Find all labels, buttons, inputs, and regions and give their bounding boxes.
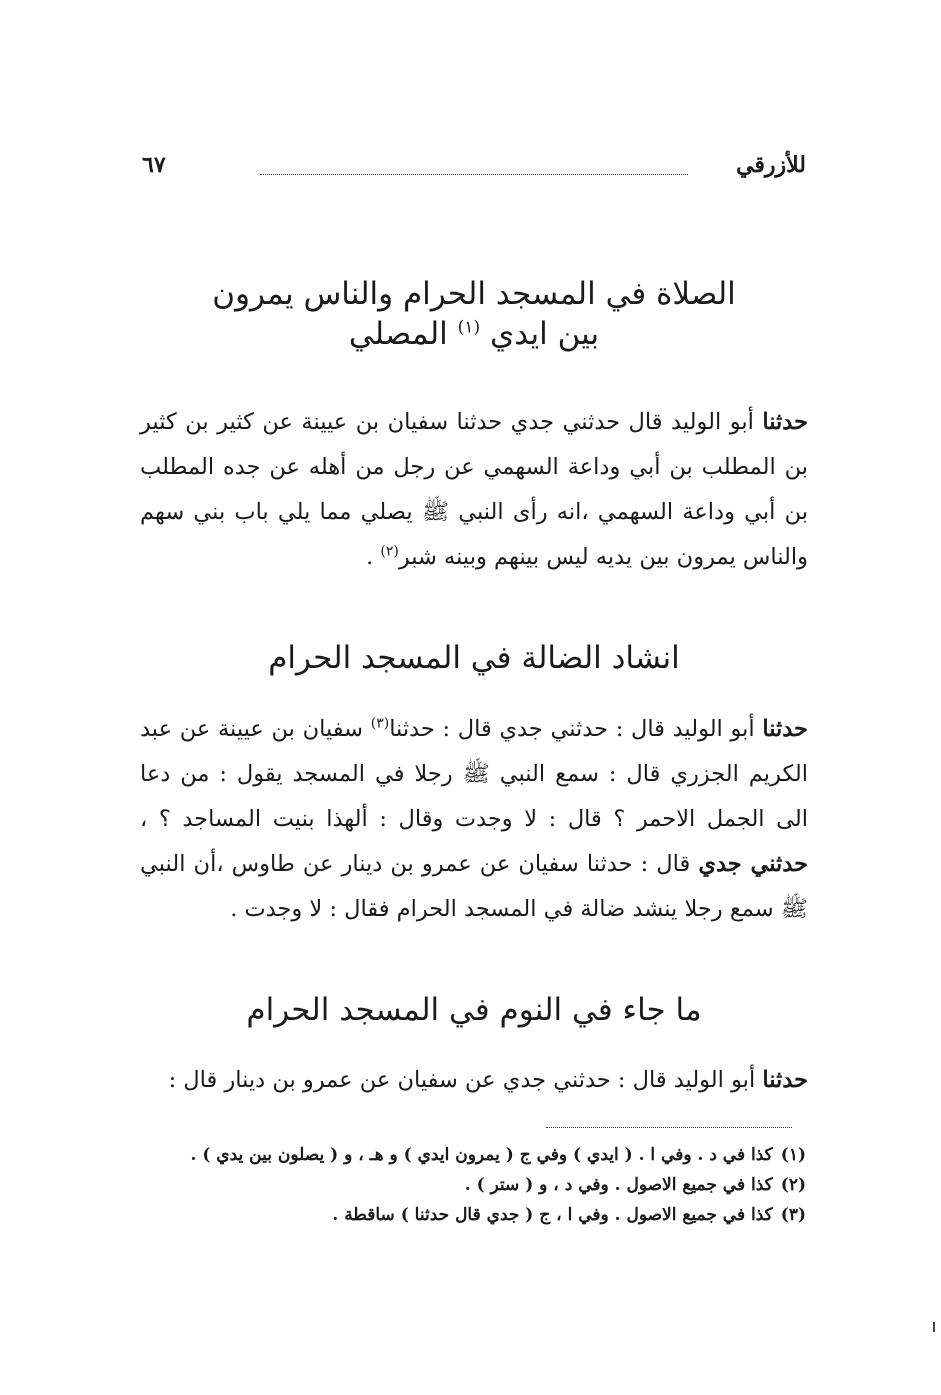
paragraph-lead: حدثنا bbox=[762, 409, 808, 435]
footnote-text: كذا في د . وفي ا . ( ايدي ) وفي ج ( يمرون ايدي ) و هـ ، و ( يصلون بين يدي ) . bbox=[190, 1145, 773, 1165]
footnote-separator bbox=[546, 1127, 792, 1128]
scan-edge-mark bbox=[933, 1322, 935, 1332]
footnotes bbox=[142, 1140, 806, 1230]
section-heading-line bbox=[142, 314, 806, 354]
footnote-number: (٢) bbox=[780, 1175, 806, 1195]
heading-text: المصلي bbox=[348, 316, 448, 353]
footnote-text: كذا في جميع الاصول . وفي ا ، ج ( جدي قال حدثنا ) ساقطة . bbox=[332, 1205, 773, 1225]
paragraph-lead: حدثنا bbox=[762, 716, 808, 742]
section-heading-sleeping bbox=[142, 990, 806, 1030]
running-header bbox=[142, 152, 806, 192]
paragraph-lost-item bbox=[140, 707, 808, 932]
paragraph-text: قال : حدثنا سفيان عن عمرو بن دينار عن طاوس ،أن النبي ﷺ سمع رجلا ينشد ضالة في المسجد الحرام فقال : لا وجدت . bbox=[140, 851, 808, 922]
paragraph-text: أبو الوليد قال حدثني جدي حدثنا سفيان بن عيينة عن كثير بن كثير بن المطلب بن أبي وداعة السهمي عن رجل من أهله عن جده المطلب بن أبي وداعة السهمي ،انه رأى النبي ﷺ يصلي مما يلي باب بني سهم والناس يمرون بين يديه ليس بينهم وبينه شبر bbox=[140, 409, 808, 570]
heading-text: بين ايدي bbox=[489, 316, 600, 353]
paragraph-prayer bbox=[140, 400, 808, 580]
paragraph-lead: حدثنا bbox=[762, 1067, 808, 1093]
paragraph-text: أبو الوليد قال : حدثني جدي عن سفيان عن عمرو بن دينار قال : bbox=[168, 1067, 763, 1093]
paragraph-sleeping bbox=[140, 1058, 808, 1103]
footnote-number: (٣) bbox=[780, 1205, 806, 1225]
footnote-ref: (٣) bbox=[370, 715, 390, 732]
paragraph-text: . bbox=[366, 544, 381, 570]
section-heading-line: الصلاة في المسجد الحرام والناس يمرون bbox=[212, 276, 736, 312]
footnote-1 bbox=[142, 1140, 806, 1170]
header-dotted-rule bbox=[260, 174, 688, 175]
footnote-number: (١) bbox=[780, 1145, 806, 1165]
paragraph-text: أبو الوليد قال : حدثني جدي قال : حدثنا bbox=[389, 716, 763, 742]
footnote-ref: (٢) bbox=[380, 543, 399, 560]
section-heading-lost-item bbox=[142, 638, 806, 678]
section-heading-line: ما جاء في النوم في المسجد الحرام bbox=[246, 992, 702, 1028]
footnote-3 bbox=[142, 1200, 806, 1230]
page-number: ٦٧ bbox=[142, 152, 166, 178]
footnote-2 bbox=[142, 1170, 806, 1200]
running-title: للأزرقي bbox=[736, 152, 806, 178]
paragraph-text: سفيان بن عيينة عن عبد الكريم الجزري قال : سمع النبي ﷺ رجلا في المسجد يقول : من دعا الى الجمل الاحمر ؟ قال : لا وجدت وقال : ألهذا بنيت المساجد ؟ ، bbox=[140, 716, 808, 832]
paragraph-lead: حدثني جدي bbox=[698, 851, 808, 877]
section-heading-line: انشاد الضالة في المسجد الحرام bbox=[268, 640, 680, 676]
section-heading-prayer bbox=[142, 274, 806, 355]
footnote-text: كذا في جميع الاصول . وفي د ، و ( ستر ) . bbox=[464, 1175, 773, 1195]
footnote-ref: (١) bbox=[457, 317, 481, 338]
